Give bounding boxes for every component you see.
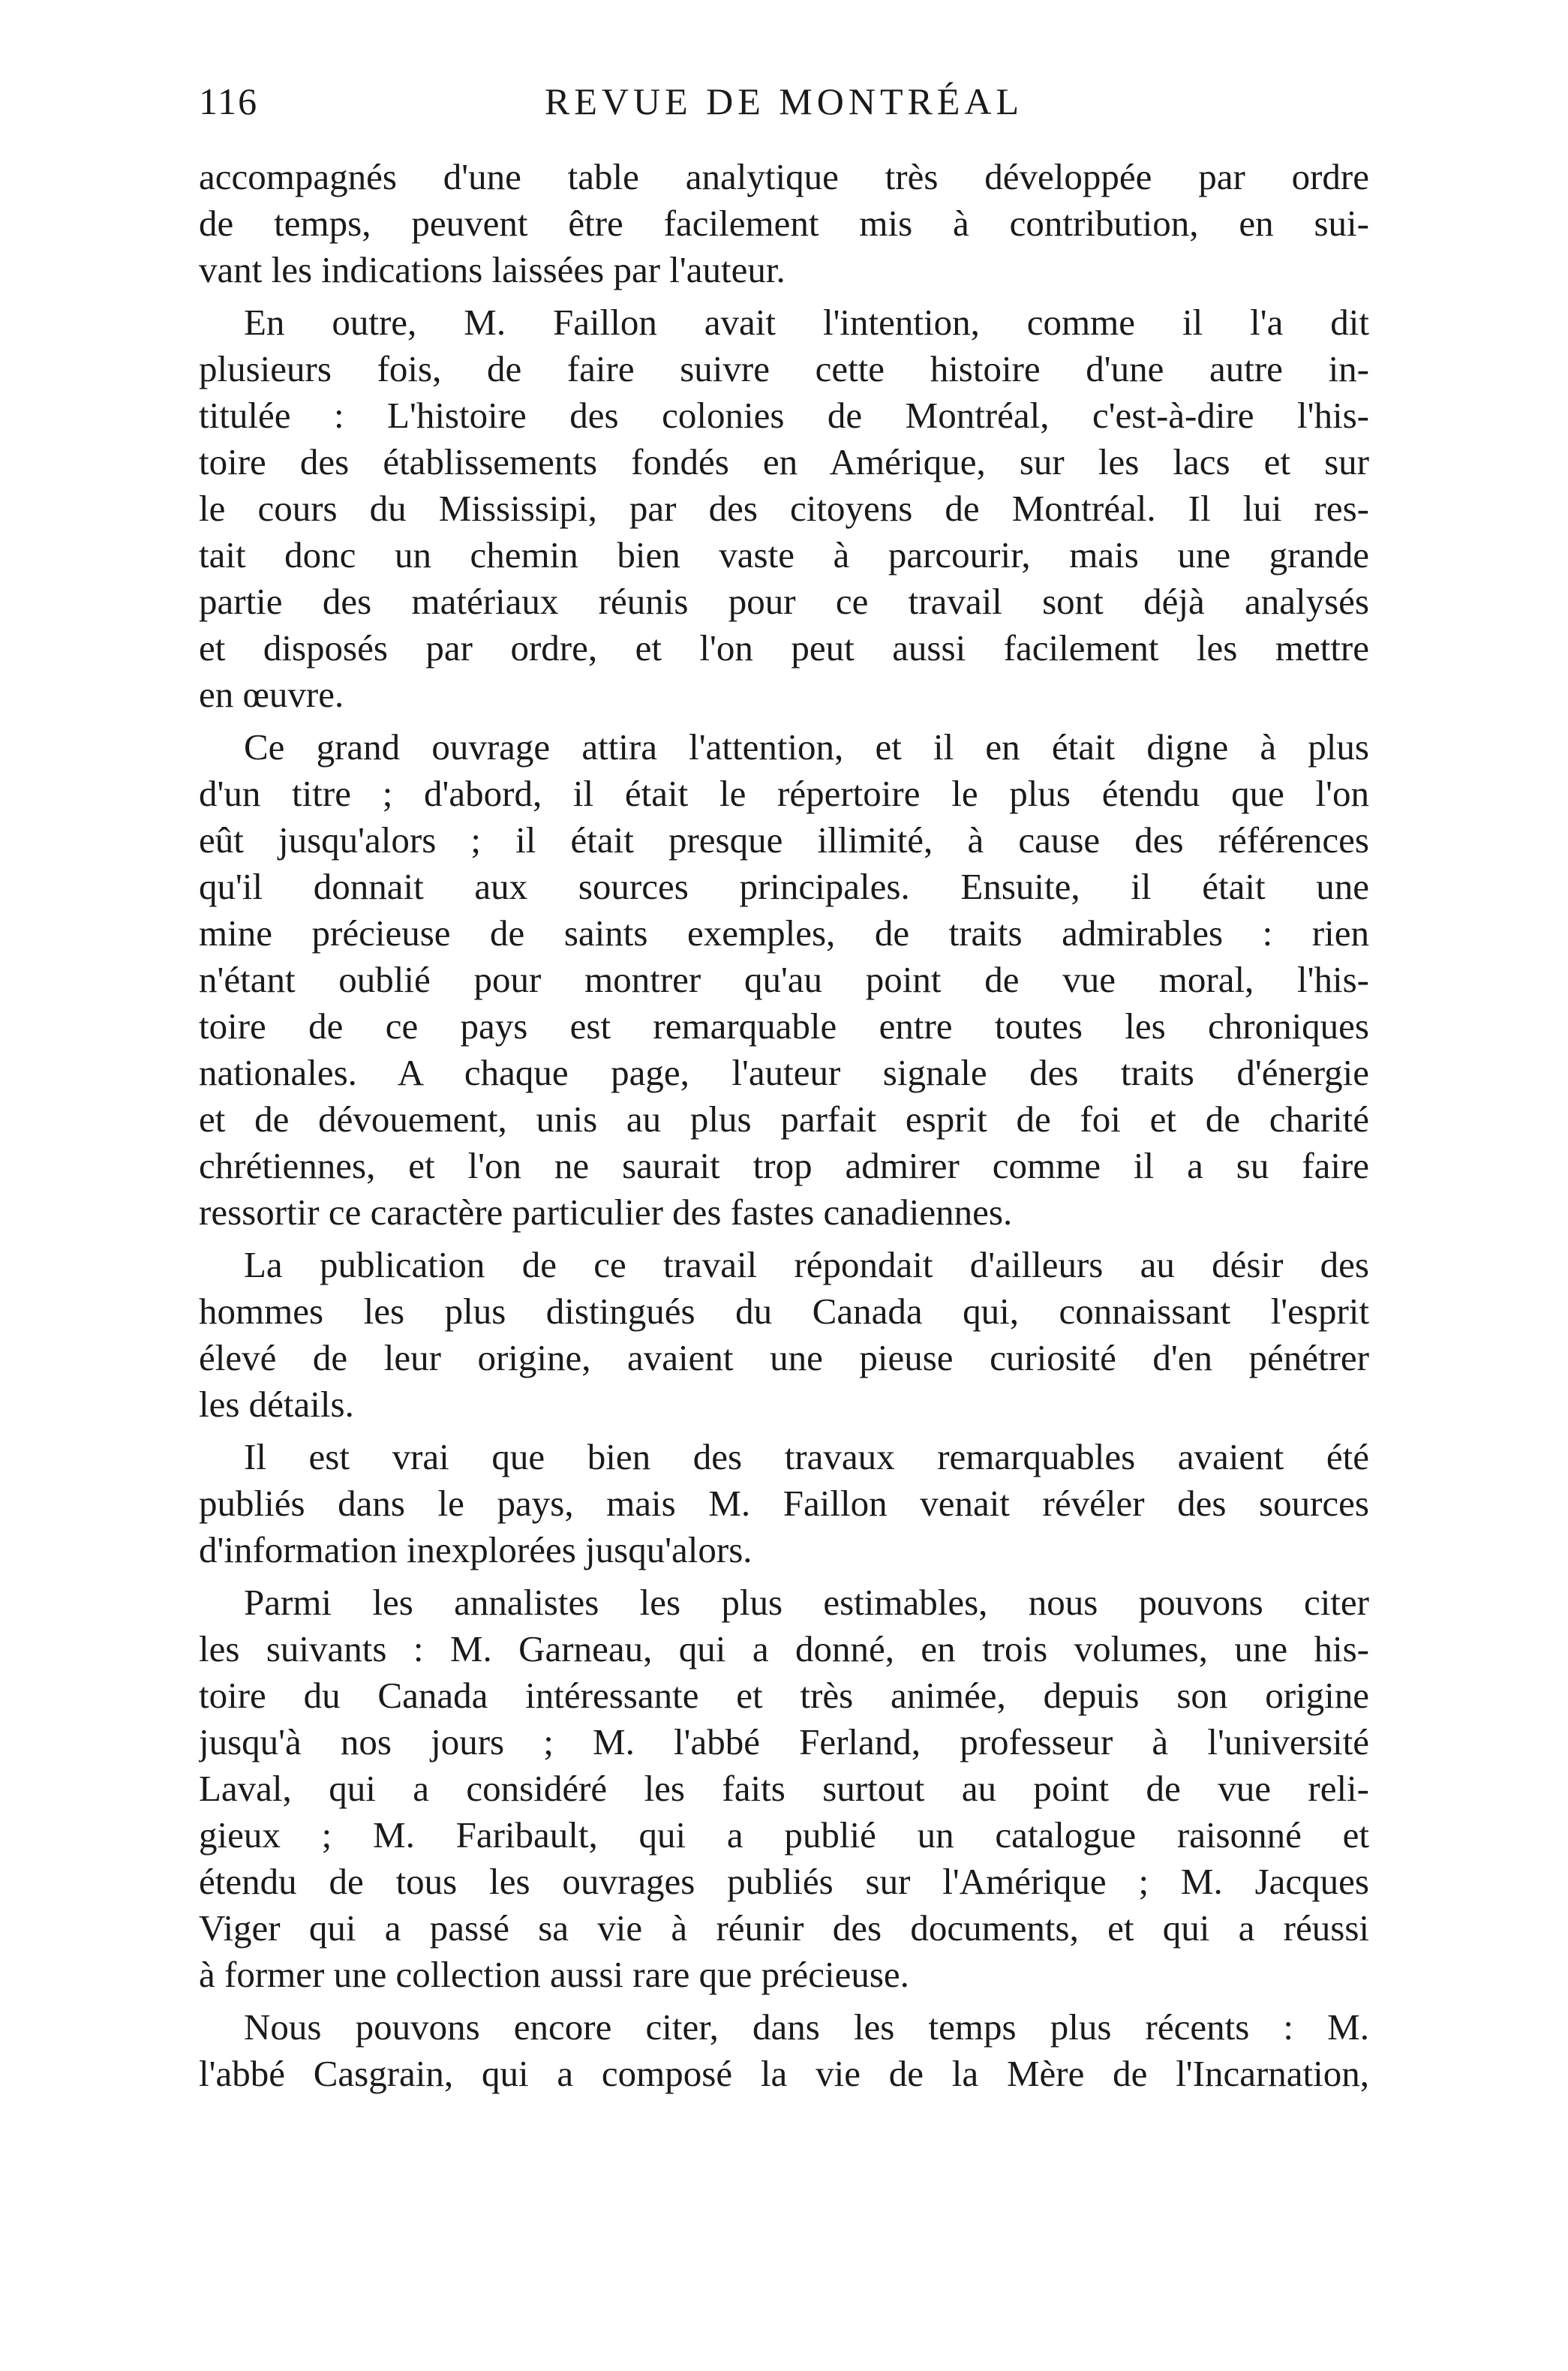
text-line: et de dévouement, unis au plus parfait esprit de foi et de charité bbox=[199, 1098, 1369, 1140]
paragraph-3 bbox=[199, 724, 1369, 1236]
body-text bbox=[199, 154, 1369, 2097]
text-line: eût jusqu'alors ; il était presque illimité, à cause des références bbox=[199, 819, 1369, 861]
text-line: d'un titre ; d'abord, il était le répertoire le plus étendu que l'on bbox=[199, 773, 1369, 814]
text-line: de temps, peuvent être facilement mis à contribution, en sui- bbox=[199, 203, 1369, 244]
text-line: vant les indications laissées par l'auteur. bbox=[199, 249, 786, 290]
page-number: 116 bbox=[199, 80, 259, 122]
text-line: plusieurs fois, de faire suivre cette histoire d'une autre in- bbox=[199, 348, 1369, 389]
text-line: d'information inexplorées jusqu'alors. bbox=[199, 1529, 752, 1570]
text-line: accompagnés d'une table analytique très développée par ordre bbox=[199, 156, 1369, 197]
text-line: étendu de tous les ouvrages publiés sur l'Amérique ; M. Jacques bbox=[199, 1861, 1369, 1902]
text-line: toire de ce pays est remarquable entre toutes les chroniques bbox=[199, 1005, 1369, 1047]
text-line: les détails. bbox=[199, 1384, 354, 1425]
text-line: En outre, M. Faillon avait l'intention, comme il l'a dit bbox=[244, 302, 1369, 343]
text-line: hommes les plus distingués du Canada qui, connaissant l'esprit bbox=[199, 1291, 1369, 1332]
text-line: en œuvre. bbox=[199, 674, 344, 715]
paragraph-4 bbox=[199, 1242, 1369, 1428]
text-line: gieux ; M. Faribault, qui a publié un catalogue raisonné et bbox=[199, 1814, 1369, 1856]
text-line: à former une collection aussi rare que précieuse. bbox=[199, 1954, 909, 1995]
text-line: Ce grand ouvrage attira l'attention, et il en était digne à plus bbox=[244, 726, 1369, 768]
text-line: Laval, qui a considéré les faits surtout au point de vue reli- bbox=[199, 1768, 1369, 1809]
text-line: élevé de leur origine, avaient une pieuse curiosité d'en pénétrer bbox=[199, 1337, 1369, 1378]
text-line: toire des établissements fondés en Amérique, sur les lacs et sur bbox=[199, 441, 1369, 482]
text-line: nationales. A chaque page, l'auteur signale des traits d'énergie bbox=[199, 1052, 1369, 1093]
text-line: Viger qui a passé sa vie à réunir des documents, et qui a réussi bbox=[199, 1907, 1369, 1949]
paragraph-5 bbox=[199, 1434, 1369, 1573]
text-line: ressortir ce caractère particulier des fastes canadiennes. bbox=[199, 1192, 1013, 1233]
text-line: Parmi les annalistes les plus estimables, nous pouvons citer bbox=[244, 1582, 1369, 1623]
text-line: le cours du Mississipi, par des citoyens de Montréal. Il lui res- bbox=[199, 488, 1369, 529]
paragraph-6 bbox=[199, 1579, 1369, 1998]
text-line: publiés dans le pays, mais M. Faillon venait révéler des sources bbox=[199, 1483, 1369, 1524]
text-line: tait donc un chemin bien vaste à parcourir, mais une grande bbox=[199, 534, 1369, 575]
text-line: Nous pouvons encore citer, dans les temps plus récents : M. bbox=[244, 2006, 1369, 2048]
text-line: Il est vrai que bien des travaux remarquables avaient été bbox=[244, 1436, 1369, 1477]
text-line: les suivants : M. Garneau, qui a donné, en trois volumes, une his- bbox=[199, 1628, 1369, 1669]
running-head bbox=[199, 75, 1369, 128]
text-line: jusqu'à nos jours ; M. l'abbé Ferland, professeur à l'université bbox=[199, 1721, 1369, 1762]
text-line: qu'il donnait aux sources principales. Ensuite, il était une bbox=[199, 866, 1369, 907]
text-line: toire du Canada intéressante et très animée, depuis son origine bbox=[199, 1675, 1369, 1716]
paragraph-1 bbox=[199, 154, 1369, 293]
text-line: titulée : L'histoire des colonies de Montréal, c'est-à-dire l'his- bbox=[199, 395, 1369, 436]
text-line: chrétiennes, et l'on ne saurait trop admirer comme il a su faire bbox=[199, 1145, 1369, 1186]
paragraph-7 bbox=[199, 2004, 1369, 2097]
text-line: n'étant oublié pour montrer qu'au point de vue moral, l'his- bbox=[199, 959, 1369, 1000]
paragraph-2 bbox=[199, 299, 1369, 718]
text-line: et disposés par ordre, et l'on peut aussi facilement les mettre bbox=[199, 627, 1369, 669]
text-line: partie des matériaux réunis pour ce travail sont déjà analysés bbox=[199, 581, 1369, 622]
text-line: mine précieuse de saints exemples, de traits admirables : rien bbox=[199, 912, 1369, 954]
journal-title: REVUE DE MONTRÉAL bbox=[544, 80, 1024, 122]
text-line: l'abbé Casgrain, qui a composé la vie de la Mère de l'Incarnation, bbox=[199, 2053, 1369, 2094]
text-line: La publication de ce travail répondait d'ailleurs au désir des bbox=[244, 1244, 1369, 1285]
